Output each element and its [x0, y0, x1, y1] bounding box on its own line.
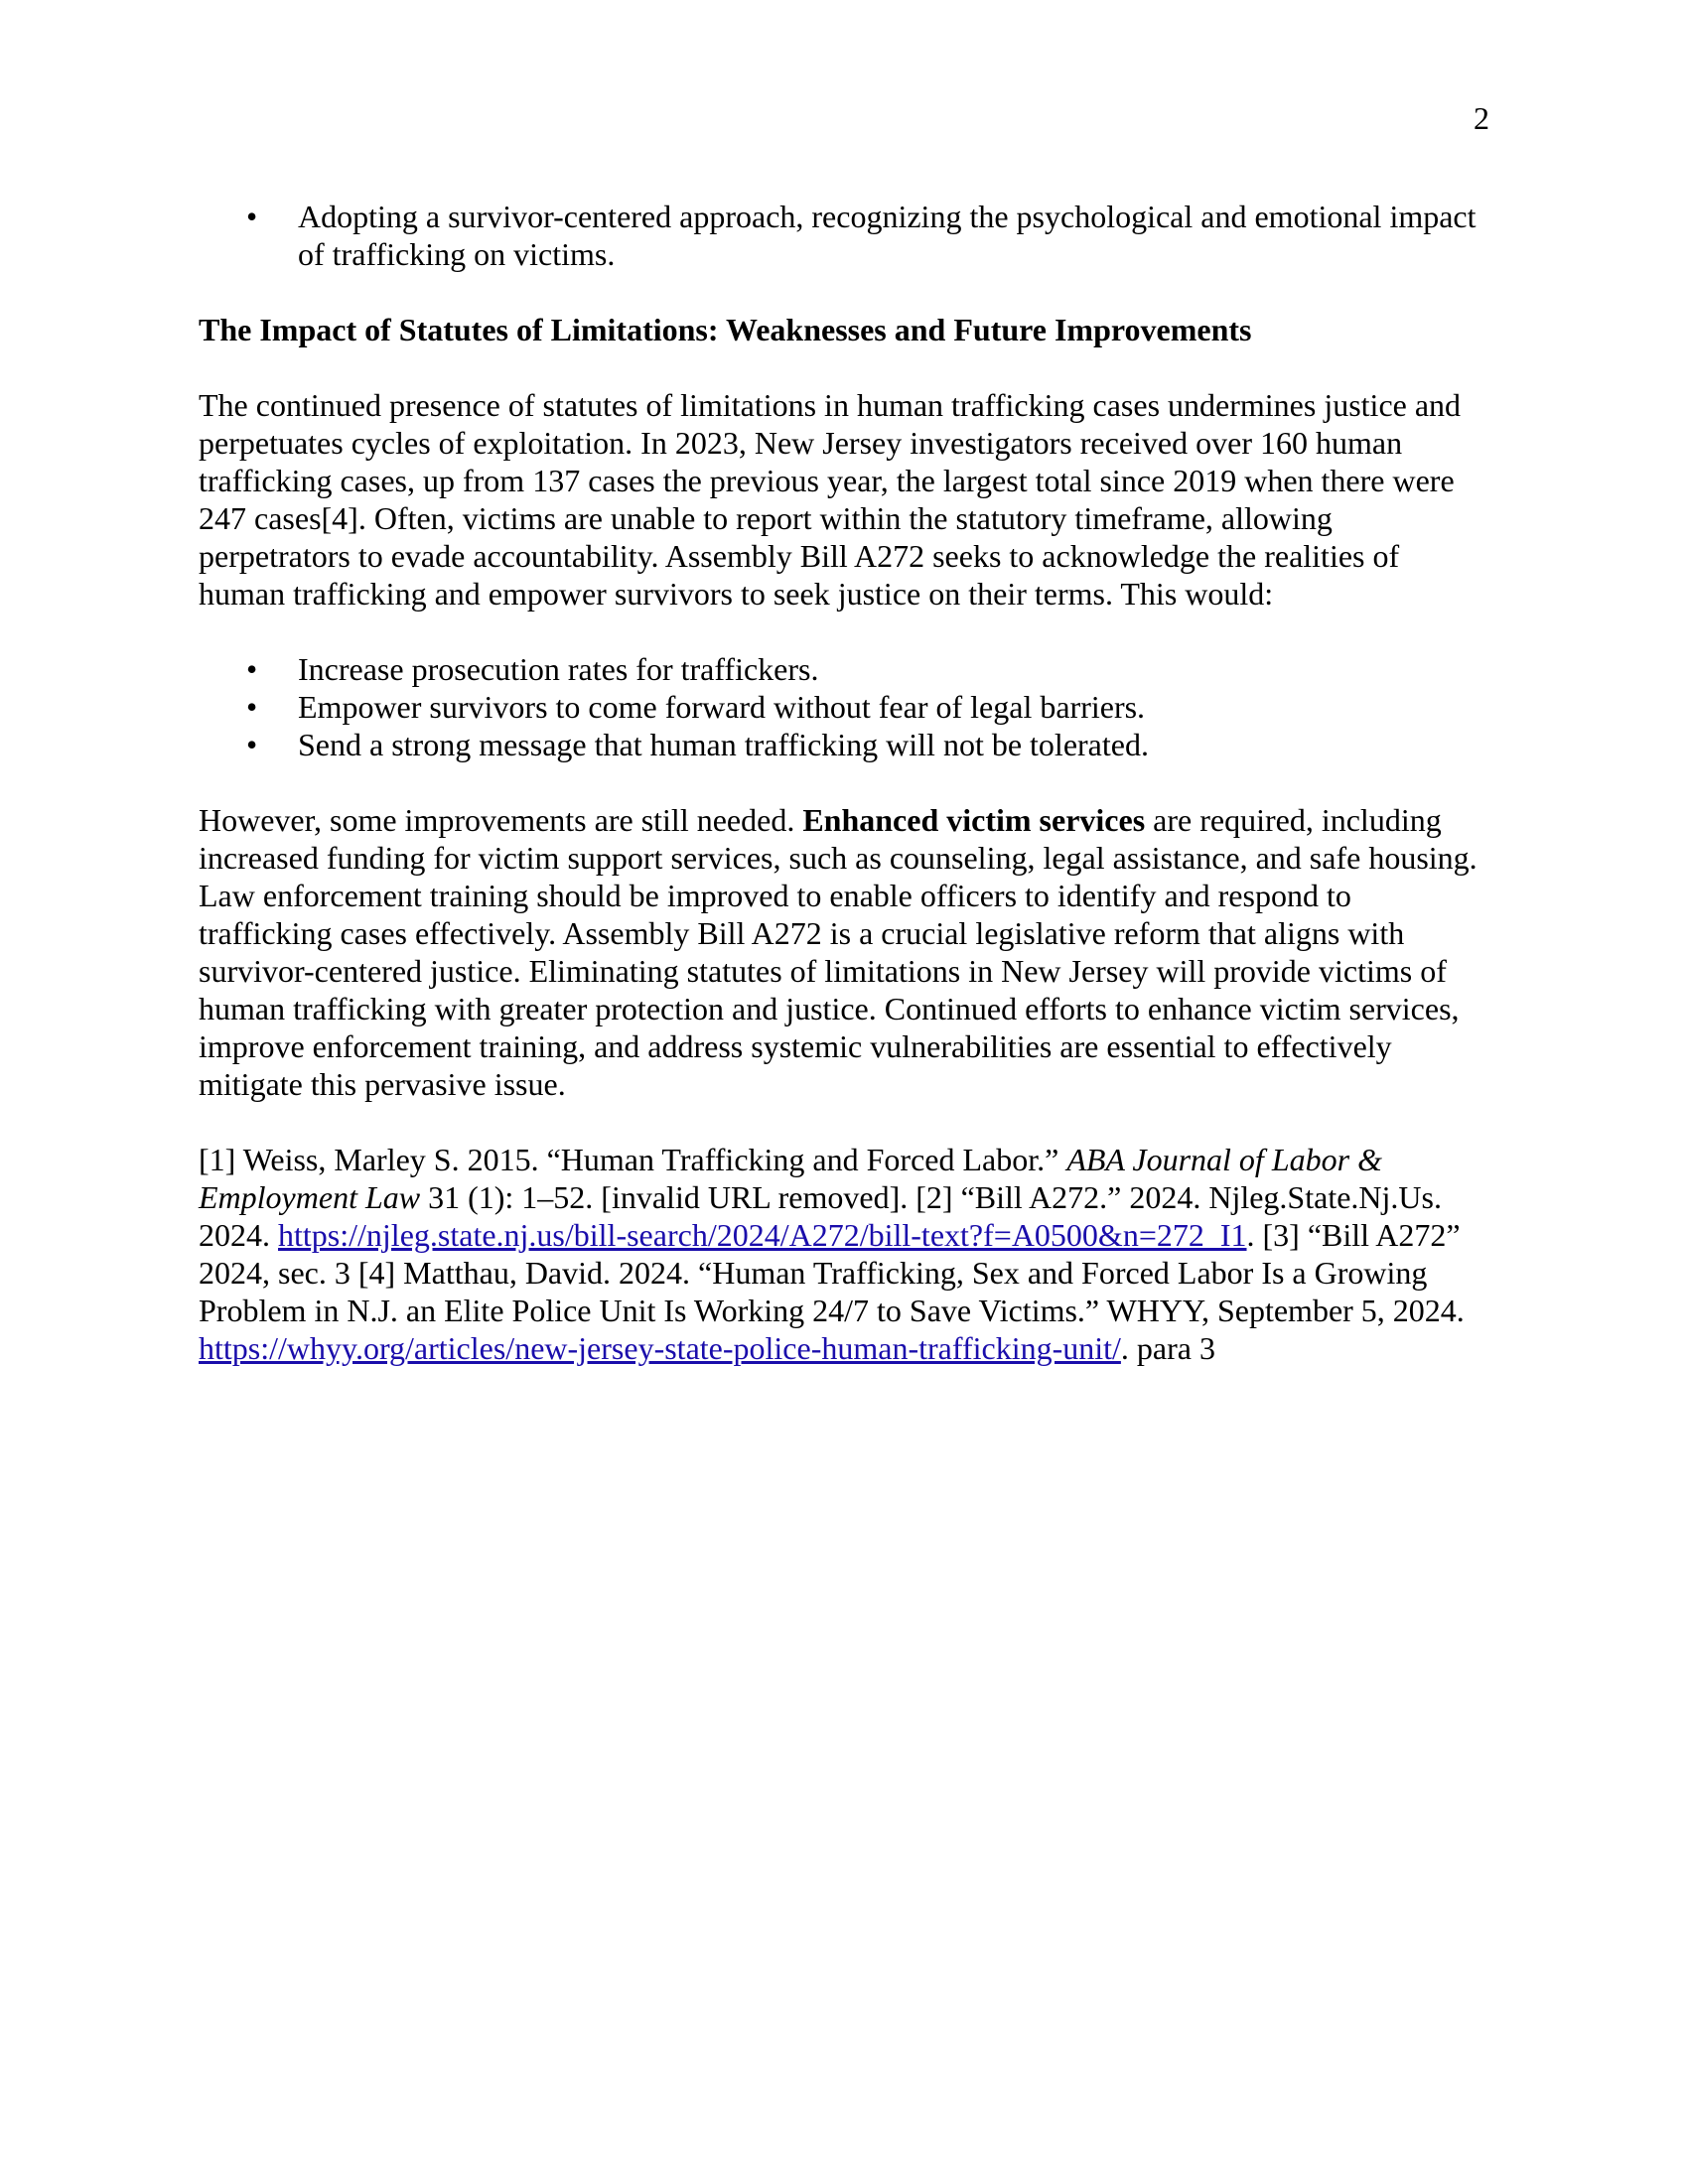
- bullet-icon: •: [246, 727, 258, 762]
- bullet-text: Send a strong message that human trafficking will not be tolerated.: [298, 727, 1149, 762]
- bullet-icon: •: [246, 689, 258, 725]
- references: [199, 1141, 1489, 1367]
- page-content: [199, 198, 1489, 1367]
- page-number: 2: [1474, 100, 1489, 136]
- bold-phrase: Enhanced victim services: [802, 802, 1146, 838]
- paragraph: The continued presence of statutes of limitations in human trafficking cases undermines justice and perpetuates cycles of exploitation. In 2023, New Jersey investigators received over 160 human trafficking cases, up from 137 cases the previous year, the largest total since 2019 when there were 247 cases[4]. Often, victims are unable to report within the statutory timeframe, allowing perpetrators to evade accountability. Assembly Bill A272 seeks to acknowledge the realities of human trafficking and empower survivors to seek justice on their terms. This would:: [199, 387, 1462, 612]
- paragraph-lead: However, some improvements are still needed.: [199, 802, 803, 838]
- paragraph-rest: are required, including increased funding for victim support services, such as counseling, legal assistance, and safe housing. Law enforcement training should be improved to enable officers to identify and respond to trafficking cases effectively. Assembly Bill A272 is a crucial legislative reform that aligns with survivor-centered justice. Eliminating statutes of limitations in New Jersey will provide victims of human trafficking with greater protection and justice. Continued efforts to enhance victim services, improve enforcement training, and address systemic vulnerabilities are essential to effectively mitigate this pervasive issue.: [199, 802, 1477, 1102]
- list-item: [199, 726, 1489, 763]
- intro-bullet-list: [199, 198, 1489, 273]
- list-item: [199, 198, 1489, 273]
- journal-title: ABA Journal of Labor & Employment Law: [199, 1142, 1382, 1215]
- reference-text: 31 (1): 1–52. [invalid URL removed]. [2] “Bill A272.” 2024. Njleg.State.Nj.Us. 2024.: [199, 1179, 1442, 1253]
- bullet-text: Increase prosecution rates for traffickers.: [298, 651, 819, 687]
- reference-text: . [3] “Bill A272” 2024, sec. 3 [4] Matthau, David. 2024. “Human Trafficking, Sex and Forced Labor Is a Growing Problem in N.J. an Elite Police Unit Is Working 24/7 to Save Victims.” WHYY, September 5, 2024.: [199, 1217, 1465, 1328]
- list-item: [199, 650, 1489, 688]
- bullet-text: Adopting a survivor-centered approach, recognizing the psychological and emotional impact of trafficking on victims.: [298, 199, 1477, 272]
- paragraph: [199, 801, 1489, 1103]
- list-item: [199, 688, 1489, 726]
- benefits-bullet-list: [199, 650, 1489, 763]
- section-heading: The Impact of Statutes of Limitations: Weaknesses and Future Improvements: [199, 312, 1252, 347]
- bullet-icon: •: [246, 199, 258, 234]
- reference-link[interactable]: https://whyy.org/articles/new-jersey-state-police-human-trafficking-unit/: [199, 1330, 1121, 1366]
- reference-link[interactable]: https://njleg.state.nj.us/bill-search/2024/A272/bill-text?f=A0500&n=272_I1: [278, 1217, 1247, 1253]
- bullet-text: Empower survivors to come forward without fear of legal barriers.: [298, 689, 1146, 725]
- bullet-icon: •: [246, 651, 258, 687]
- reference-text: [1] Weiss, Marley S. 2015. “Human Trafficking and Forced Labor.”: [199, 1142, 1067, 1177]
- reference-text: . para 3: [1120, 1330, 1215, 1366]
